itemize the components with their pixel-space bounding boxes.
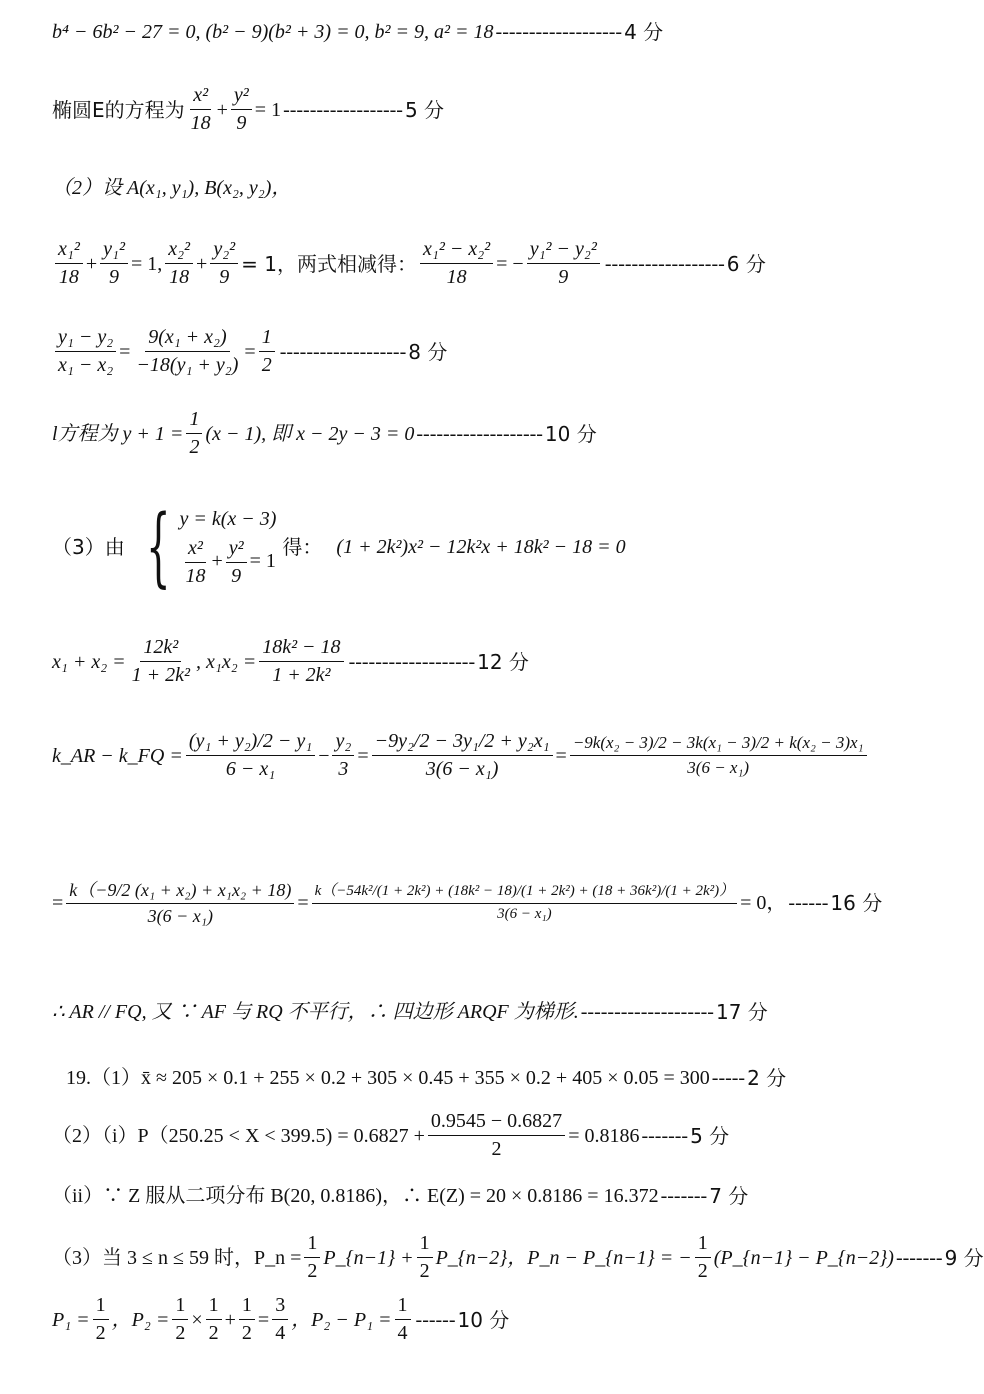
score-label: 5 分	[404, 97, 445, 122]
dash-leader: ------	[415, 1308, 456, 1331]
score-label: 8 分	[408, 339, 448, 364]
text: P₁ =	[52, 1308, 90, 1331]
fraction: $\frac{\text{k（−9/2 (x₁ + x₂) + x₁x₂ + 18)}}{\text{3(6 − x₁)}}$	[66, 880, 294, 926]
equation-tail: (x − 1), 即 x − 2y − 3 = 0	[205, 422, 415, 445]
fraction: $\frac{\text{y₂}}{3}$	[332, 730, 354, 781]
operator: +	[224, 1308, 236, 1331]
dash-leader: -----	[711, 1067, 746, 1089]
line-slope	[52, 326, 892, 377]
system-line-2: $\frac{\text{x²}}{18}$ + $\frac{\text{y²}}{9}$ = 1	[185, 536, 276, 587]
operator: ×	[191, 1308, 203, 1331]
operator: +	[85, 252, 98, 275]
fraction: $\frac{1}{2}$	[93, 1294, 109, 1345]
text-prefix: x₁ + x₂ =	[52, 650, 126, 673]
fraction: $\frac{\text{y₁ − y₂}}{\text{x₁ − x₂}}$	[55, 326, 116, 377]
fraction: $\frac{0.9545 - 0.6827}{2}$	[428, 1110, 565, 1161]
dash-leader: ------	[788, 892, 829, 915]
score-label: 4 分	[624, 20, 664, 44]
operator: −	[318, 744, 330, 767]
operator: =	[257, 1308, 270, 1331]
fraction: $\frac{1}{4}$	[395, 1294, 411, 1345]
equation-tail: (P_{n−1} − P_{n−2})	[713, 1246, 894, 1269]
text-prefix: k_AR − k_FQ =	[52, 744, 183, 767]
dash-leader: -------	[660, 1185, 708, 1207]
operator: =	[297, 892, 309, 915]
fraction: $\frac{1}{2}$	[206, 1294, 222, 1345]
fraction: $\frac{3}{4}$	[272, 1294, 288, 1345]
fraction: $\frac{1}{2}$	[695, 1232, 711, 1283]
equation-tail: (1 + 2k²)x² − 12k²x + 18k² − 18 = 0	[336, 536, 626, 558]
line-l-equation	[52, 408, 892, 459]
operator: +	[196, 252, 208, 275]
equation: b⁴ − 6b² − 27 = 0, (b² − 9)(b² + 3) = 0, b² = 9, a² = 18	[52, 21, 494, 43]
operator: = −	[496, 252, 524, 275]
text-prefix: （3）由	[52, 535, 125, 559]
score-label: 16 分	[830, 891, 883, 916]
text-prefix: （2）（i）P（250.25 < X < 399.5) = 0.6827 +	[52, 1124, 425, 1147]
text: = 1，两式相减得：	[241, 251, 417, 276]
dash-leader: -------------------	[279, 340, 407, 363]
equation-tail: = 0.8186	[568, 1124, 640, 1147]
dash-leader: -------	[895, 1246, 943, 1269]
operator: =	[244, 340, 256, 363]
score-label: 10 分	[544, 421, 597, 446]
line-subtract	[52, 238, 892, 289]
dash-leader: ------------------	[604, 252, 725, 275]
line-ellipse-equation	[52, 84, 892, 135]
fraction: $\frac{\text{y₂²}}{9}$	[210, 238, 238, 289]
text: P_{n−2}，P_n − P_{n−1} = −	[435, 1246, 692, 1269]
text: ，P₂ =	[111, 1308, 170, 1331]
operator: =	[119, 340, 131, 363]
fraction: $\frac{1}{2}$	[172, 1294, 188, 1345]
text: （2）设 A(x₁, y₁), B(x₂, y₂)，	[52, 177, 292, 199]
text: ∴ AR // FQ, 又 ∵ AF 与 RQ 不平行，∴ 四边形 ARQF 为梯形.	[52, 1001, 579, 1023]
text-prefix: l方程为 y + 1 =	[52, 422, 184, 445]
fraction: $\frac{\text{y₁² − y₂²}}{9}$	[527, 238, 600, 289]
dash-leader: -------------------	[348, 650, 476, 673]
text: P_{n−1} +	[323, 1246, 414, 1269]
line-part2-setup	[52, 176, 892, 200]
equation-tail: = 1	[254, 98, 282, 121]
score-label: 6 分	[726, 251, 766, 276]
fraction: $\frac{\text{(y₁ + y₂)/2 − y₁}}{\text{6 − x₁}}$	[186, 730, 315, 781]
score-label: 17 分	[715, 1000, 768, 1024]
fraction: $\frac{\text{−9k(x₂ − 3)/2 − 3k(x₁ − 3)/2 + k(x₂ − 3)x₁}}{\text{3(6 − x₁)}}$	[570, 733, 867, 777]
score-label: 9 分	[944, 1245, 984, 1270]
fraction: $\frac{\text{x₁²}}{18}$	[55, 238, 83, 289]
fraction: $\frac{\text{y²}}{9}$	[231, 84, 252, 135]
fraction: $\frac{1}{2}$	[186, 408, 202, 459]
line-ellipsis-solve	[52, 20, 892, 44]
score-label: 2 分	[747, 1066, 787, 1090]
dash-leader: -------	[641, 1124, 689, 1147]
dash-leader: -------------------	[416, 422, 543, 445]
line-trapezoid	[52, 1000, 892, 1024]
fraction: $\frac{\text{y₁²}}{9}$	[100, 238, 128, 289]
fraction: $\frac{1}{2}$	[239, 1294, 255, 1345]
fraction: $\frac{\text{x₁² − x₂²}}{18}$	[420, 238, 493, 289]
score-label: 12 分	[477, 649, 529, 674]
fraction: $\frac{\text{−9y₂/2 − 3y₁/2 + y₂x₁}}{\text{3(6 − x₁)}}$	[372, 730, 553, 781]
score-label: 5 分	[690, 1123, 730, 1148]
text: 19.（1）x̄ ≈ 205 × 0.1 + 255 × 0.2 + 305 × 0.45 + 355 × 0.2 + 405 × 0.05 = 300	[66, 1067, 710, 1089]
line-k-difference	[52, 730, 892, 781]
text: , x₁x₂ =	[196, 650, 257, 673]
fraction: $\frac{\text{18k² − 18}}{\text{1 + 2k²}}$	[259, 636, 343, 687]
fraction: $\frac{1}{2}$	[259, 326, 275, 377]
line-k-result	[52, 880, 892, 926]
operator: +	[216, 98, 228, 121]
line-q19-recurrence	[52, 1232, 984, 1283]
dash-leader: --------------------	[580, 1001, 714, 1023]
fraction: $\frac{\text{12k²}}{\text{1 + 2k²}}$	[131, 636, 191, 686]
dash-leader: ------------------	[283, 98, 403, 121]
brace-icon: {	[145, 497, 171, 597]
text: 得：	[282, 535, 323, 559]
line-q19-initial	[52, 1294, 892, 1345]
system-line-1: y = k(x − 3)	[179, 507, 277, 530]
text: = 1,	[130, 252, 163, 275]
equation-tail: = 0，	[740, 892, 787, 915]
line-q19-binomial	[52, 1184, 892, 1208]
line-vieta	[52, 636, 892, 687]
text: （ii）∵ Z 服从二项分布 B(20, 0.8186)，∴ E(Z) = 20 × 0.8186 = 16.372	[52, 1185, 659, 1207]
fraction: $\frac{\text{x₂²}}{18}$	[165, 238, 193, 289]
dash-leader: -------------------	[495, 21, 623, 43]
fraction: $\frac{1}{2}$	[417, 1232, 433, 1283]
score-label: 7 分	[709, 1184, 749, 1208]
text-prefix: （3）当 3 ≤ n ≤ 59 时，P_n =	[52, 1246, 302, 1269]
fraction: k（−54k²/(1 + 2k²) + (18k² − 18)/(1 + 2k²) + (18 + 36k²)/(1 + 2k²)） 3(6 − x₁)	[312, 883, 738, 923]
line-system	[52, 497, 892, 597]
operator: =	[555, 744, 567, 767]
operator: =	[52, 892, 64, 915]
fraction: $\frac{1}{2}$	[304, 1232, 320, 1283]
line-q19-mean	[66, 1066, 892, 1090]
score-label: 10 分	[457, 1307, 510, 1332]
text: ，P₂ − P₁ =	[291, 1308, 392, 1331]
fraction: $\frac{\text{9(x₁ + x₂)}}{\text{−18(y₁ + y₂)}}$	[136, 326, 239, 376]
equation-system	[131, 497, 277, 597]
fraction: $\frac{\text{x²}}{18}$	[190, 84, 211, 134]
line-q19-probability	[52, 1110, 892, 1161]
operator: =	[357, 744, 369, 767]
text-prefix: 椭圆E的方程为	[52, 97, 185, 122]
